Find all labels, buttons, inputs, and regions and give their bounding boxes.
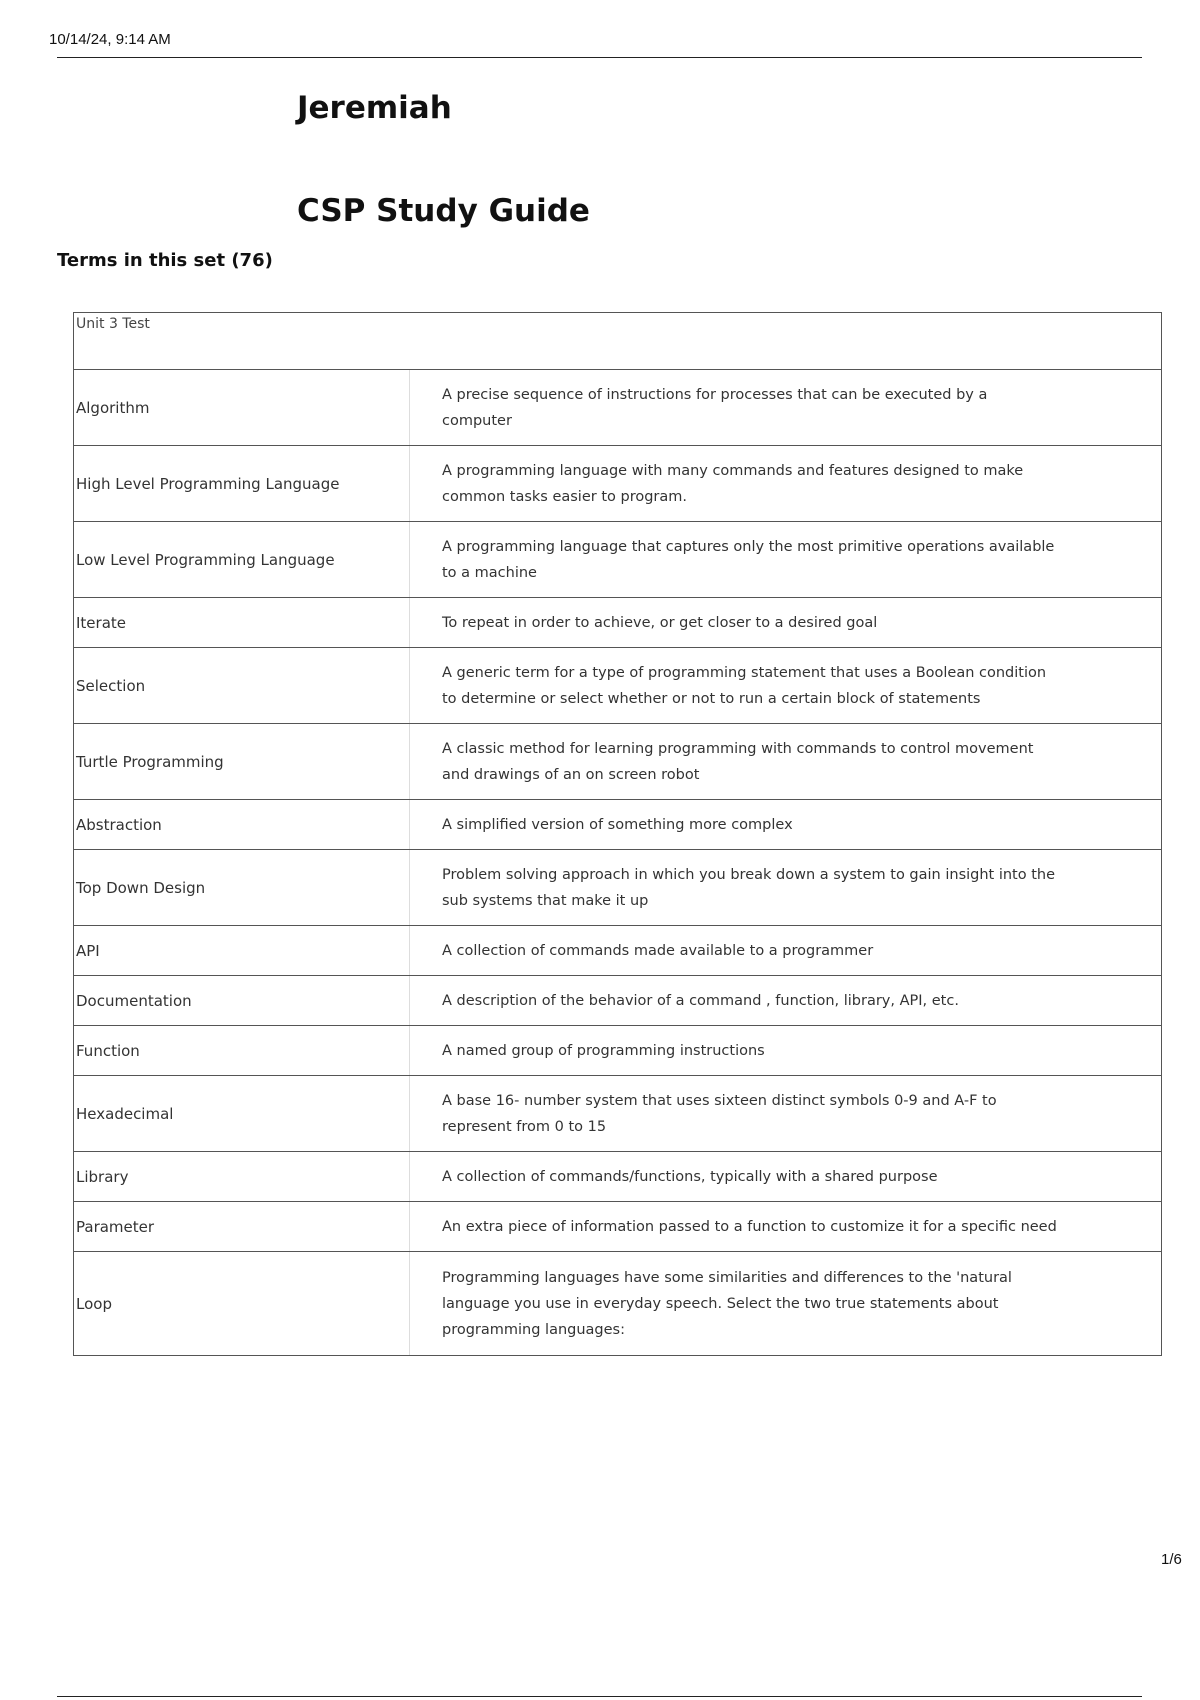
table-row bbox=[74, 648, 1162, 724]
page-number: 1/6 bbox=[1161, 1551, 1182, 1568]
table-row bbox=[74, 1202, 1162, 1252]
page-title: CSP Study Guide bbox=[297, 193, 590, 229]
term-cell: Abstraction bbox=[74, 800, 410, 850]
term-cell: Parameter bbox=[74, 1202, 410, 1252]
table-row bbox=[74, 976, 1162, 1026]
definition-cell: A collection of commands/functions, typically with a shared purpose bbox=[410, 1152, 1162, 1202]
definition-cell: A named group of programming instructions bbox=[410, 1026, 1162, 1076]
footer-divider bbox=[57, 1696, 1142, 1697]
table-row bbox=[74, 446, 1162, 522]
table-row bbox=[74, 1076, 1162, 1152]
definition-cell: A precise sequence of instructions for processes that can be executed by a computer bbox=[410, 370, 1162, 446]
term-cell: Algorithm bbox=[74, 370, 410, 446]
definition-cell: A generic term for a type of programming statement that uses a Boolean condition to determine or select whether or not to run a certain block of statements bbox=[410, 648, 1162, 724]
term-cell: Iterate bbox=[74, 598, 410, 648]
table-row bbox=[74, 522, 1162, 598]
term-cell: Documentation bbox=[74, 976, 410, 1026]
definition-cell: A programming language with many commands and features designed to make common tasks easier to program. bbox=[410, 446, 1162, 522]
term-cell: Top Down Design bbox=[74, 850, 410, 926]
section-label: Unit 3 Test bbox=[74, 313, 1162, 370]
header-divider bbox=[57, 57, 1142, 58]
table-row bbox=[74, 724, 1162, 800]
definition-cell: Programming languages have some similarities and differences to the 'natural language you use in everyday speech. Select the two true statements about programming languages: bbox=[410, 1252, 1162, 1356]
table-row bbox=[74, 1152, 1162, 1202]
term-cell: Loop bbox=[74, 1252, 410, 1356]
term-cell: Low Level Programming Language bbox=[74, 522, 410, 598]
definition-cell: A collection of commands made available to a programmer bbox=[410, 926, 1162, 976]
table-row bbox=[74, 598, 1162, 648]
term-cell: Function bbox=[74, 1026, 410, 1076]
section-row bbox=[74, 313, 1162, 370]
definition-cell: A base 16- number system that uses sixteen distinct symbols 0-9 and A-F to represent from 0 to 15 bbox=[410, 1076, 1162, 1152]
definition-cell: A classic method for learning programming with commands to control movement and drawings of an on screen robot bbox=[410, 724, 1162, 800]
table-row bbox=[74, 1252, 1162, 1356]
term-cell: Turtle Programming bbox=[74, 724, 410, 800]
term-cell: Library bbox=[74, 1152, 410, 1202]
definition-cell: A description of the behavior of a command , function, library, API, etc. bbox=[410, 976, 1162, 1026]
definition-cell: Problem solving approach in which you break down a system to gain insight into the sub systems that make it up bbox=[410, 850, 1162, 926]
table-row bbox=[74, 926, 1162, 976]
terms-table bbox=[73, 312, 1162, 1356]
set-owner: Jeremiah bbox=[297, 90, 452, 126]
term-cell: Hexadecimal bbox=[74, 1076, 410, 1152]
definition-cell: A programming language that captures only the most primitive operations available to a machine bbox=[410, 522, 1162, 598]
term-cell: Selection bbox=[74, 648, 410, 724]
terms-count-heading: Terms in this set (76) bbox=[57, 250, 273, 271]
definition-cell: To repeat in order to achieve, or get closer to a desired goal bbox=[410, 598, 1162, 648]
term-cell: API bbox=[74, 926, 410, 976]
term-cell: High Level Programming Language bbox=[74, 446, 410, 522]
table-row bbox=[74, 850, 1162, 926]
table-row bbox=[74, 370, 1162, 446]
definition-cell: An extra piece of information passed to a function to customize it for a specific need bbox=[410, 1202, 1162, 1252]
table-row bbox=[74, 800, 1162, 850]
definition-cell: A simplified version of something more complex bbox=[410, 800, 1162, 850]
table-row bbox=[74, 1026, 1162, 1076]
print-timestamp: 10/14/24, 9:14 AM bbox=[49, 31, 171, 48]
